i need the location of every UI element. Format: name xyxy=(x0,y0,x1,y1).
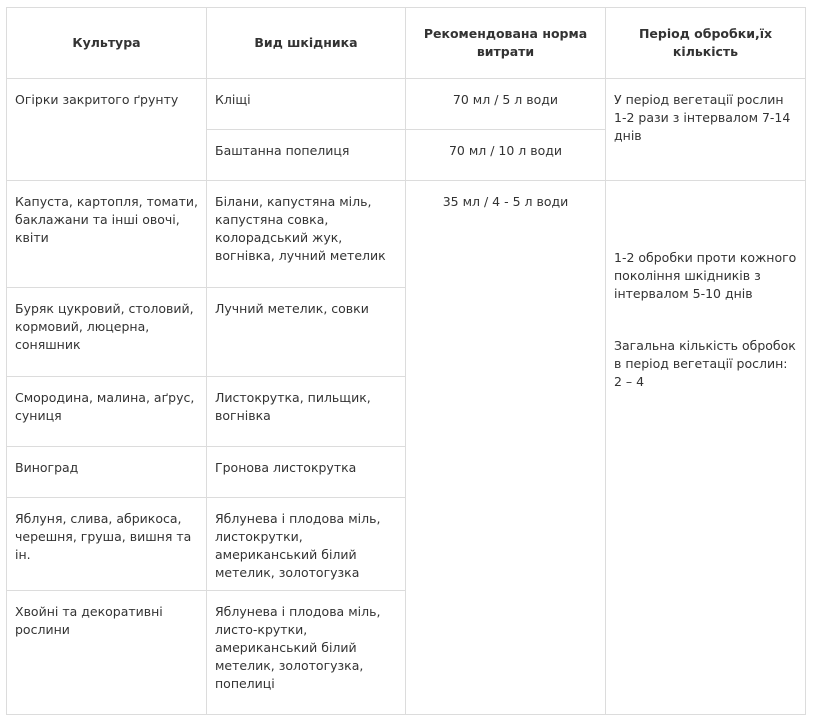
crop-cell: Капуста, картопля, томати, баклажани та інші овочі, квіти xyxy=(7,181,207,288)
crop-cell: Буряк цукровий, столовий, кормовий, люцерна, соняшник xyxy=(7,288,207,377)
period-cell: У період вегетації рослин 1-2 рази з інтервалом 7-14 днів xyxy=(606,79,806,181)
table-row xyxy=(7,79,806,130)
pest-cell: Яблунева і плодова міль, листо-крутки, американський білий метелик, золотогузка, попелиці xyxy=(207,591,406,715)
pest-treatment-table xyxy=(6,7,806,715)
pest-cell: Листокрутка, пильщик, вогнівка xyxy=(207,377,406,447)
crop-cell: Огірки закритого ґрунту xyxy=(7,79,207,181)
rate-cell: 70 мл / 5 л води xyxy=(406,79,606,130)
period-note-2: Загальна кількість обробок в період вегетації рослин: 2 – 4 xyxy=(614,338,796,389)
pest-cell: Гронова листокрутка xyxy=(207,447,406,498)
header-pest: Вид шкідника xyxy=(207,8,406,79)
rate-cell: 70 мл / 10 л води xyxy=(406,130,606,181)
rate-cell: 35 мл / 4 - 5 л води xyxy=(406,181,606,715)
header-crop: Культура xyxy=(7,8,207,79)
crop-cell: Яблуня, слива, абрикоса, черешня, груша, вишня та ін. xyxy=(7,498,207,591)
pest-cell: Лучний метелик, совки xyxy=(207,288,406,377)
crop-cell: Хвойні та декоративні рослини xyxy=(7,591,207,715)
period-spacer xyxy=(614,303,797,337)
header-rate: Рекомендована норма витрати xyxy=(406,8,606,79)
table-header-row xyxy=(7,8,806,79)
period-note-1: 1-2 обробки проти кожного покоління шкідників з інтервалом 5-10 днів xyxy=(614,250,797,301)
table-row xyxy=(7,181,806,288)
pest-cell: Кліщі xyxy=(207,79,406,130)
crop-cell: Виноград xyxy=(7,447,207,498)
period-cell xyxy=(606,181,806,715)
pest-cell: Білани, капустяна міль, капустяна совка, колорадський жук, вогнівка, лучний метелик xyxy=(207,181,406,288)
header-period: Період обробки,їх кількість xyxy=(606,8,806,79)
crop-cell: Смородина, малина, аґрус, суниця xyxy=(7,377,207,447)
pest-cell: Баштанна попелиця xyxy=(207,130,406,181)
pest-cell: Яблунева і плодова міль, листокрутки, американський білий метелик, золотогузка xyxy=(207,498,406,591)
